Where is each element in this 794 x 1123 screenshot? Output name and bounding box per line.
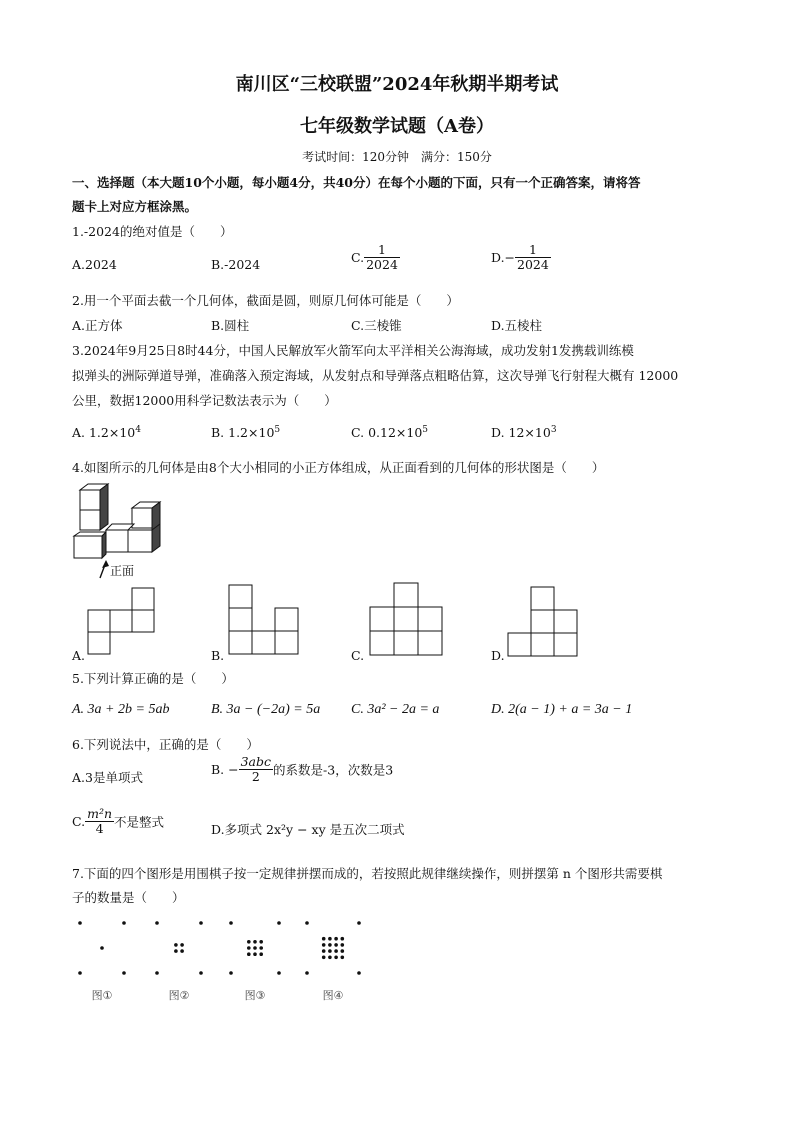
grid-stone bbox=[247, 940, 251, 944]
grid-stone bbox=[100, 946, 104, 950]
corner-stone bbox=[305, 921, 309, 925]
q4-option-a-figure bbox=[86, 585, 158, 660]
corner-stone bbox=[155, 971, 159, 975]
grid-stone bbox=[247, 952, 251, 956]
q2-option-b: B.圆柱 bbox=[211, 318, 250, 333]
grid-stone bbox=[341, 937, 345, 941]
q4-option-a: A. bbox=[72, 648, 86, 663]
q7-line2: 子的数量是（ ） bbox=[72, 890, 185, 905]
corner-stone bbox=[155, 921, 159, 925]
q4-option-b: B. bbox=[211, 648, 225, 663]
q7-pattern-figures bbox=[76, 915, 376, 1010]
grid-stone bbox=[334, 943, 338, 947]
grid-stone bbox=[322, 956, 326, 960]
corner-stone bbox=[305, 971, 309, 975]
corner-stone bbox=[357, 921, 361, 925]
corner-stone bbox=[199, 921, 203, 925]
q6-option-a: A.3是单项式 bbox=[72, 770, 143, 785]
q2-option-c: C.三棱锥 bbox=[351, 318, 402, 333]
grid-stone bbox=[328, 943, 332, 947]
grid-stone bbox=[341, 956, 345, 960]
grid-stone bbox=[328, 956, 332, 960]
grid-stone bbox=[259, 946, 263, 950]
grid-stone bbox=[341, 949, 345, 953]
q6-option-b: B. − $\frac{\text{3abc}}{2}$ 的系数是-3，次数是3 bbox=[211, 754, 394, 784]
grid-stone bbox=[341, 943, 345, 947]
q3-option-a: A. $1.2\times 10^4$ bbox=[72, 425, 141, 441]
grid-stone bbox=[322, 949, 326, 953]
q5-option-c: C. 3a² − 2a = a bbox=[351, 702, 440, 717]
q6-stem: 6.下列说法中，正确的是（ ） bbox=[72, 737, 259, 752]
corner-stone bbox=[229, 971, 233, 975]
q3-option-b: B. $1.2\times 10^5$ bbox=[211, 425, 281, 441]
q1-option-b: B.-2024 bbox=[211, 257, 261, 272]
corner-stone bbox=[122, 921, 126, 925]
q6-option-c: C. $\frac{\text{m²n}}{4}$ 不是整式 bbox=[72, 806, 165, 836]
q3-option-c: C. $0.12\times 10^5$ bbox=[351, 425, 429, 441]
grid-stone bbox=[180, 949, 184, 953]
q5-option-b: B. 3a − (−2a) = 5a bbox=[211, 702, 321, 717]
q4-option-c-figure bbox=[368, 581, 444, 660]
q3-line1: 3.2024年9月25日8时44分，中国人民解放军火箭军向太平洋相关公海海域，成功发射1发携载训练模 bbox=[72, 343, 634, 358]
q4-stem: 4.如图所示的几何体是由8个大小相同的小正方体组成，从正面看到的几何体的形状图是（ ） bbox=[72, 460, 605, 475]
grid-stone bbox=[253, 946, 257, 950]
corner-stone bbox=[78, 971, 82, 975]
grid-stone bbox=[334, 949, 338, 953]
grid-stone bbox=[322, 943, 326, 947]
corner-stone bbox=[229, 921, 233, 925]
q3-option-d: D. $12\times 10^3$ bbox=[491, 425, 557, 441]
corner-stone bbox=[122, 971, 126, 975]
section-heading-line1: 一、选择题（本大题10个小题，每小题4分，共40分）在每个小题的下面，只有一个正确答案，请将答 bbox=[72, 175, 641, 190]
q5-stem: 5.下列计算正确的是（ ） bbox=[72, 671, 234, 686]
fig4-label: 图④ bbox=[322, 989, 344, 1002]
grid-stone bbox=[259, 952, 263, 956]
paper-title: 七年级数学试题（A卷） bbox=[300, 116, 494, 137]
grid-stone bbox=[328, 937, 332, 941]
q3-line2: 拟弹头的洲际弹道导弹，准确落入预定海域，从发射点和导弹落点粗略估算，这次导弹飞行射程大概有 12000 bbox=[72, 368, 679, 383]
front-label: 正面 bbox=[110, 564, 135, 578]
fig2-label: 图② bbox=[168, 989, 190, 1002]
q2-option-d: D.五棱柱 bbox=[491, 318, 543, 333]
grid-stone bbox=[180, 943, 184, 947]
grid-stone bbox=[253, 952, 257, 956]
q2-stem: 2.用一个平面去截一个几何体，截面是圆，则原几何体可能是（ ） bbox=[72, 293, 459, 308]
grid-stone bbox=[174, 943, 178, 947]
q1-stem: 1.-2024的绝对值是（ ） bbox=[72, 224, 233, 239]
q1-option-a: A.2024 bbox=[72, 257, 117, 272]
grid-stone bbox=[328, 949, 332, 953]
fig1-label: 图① bbox=[91, 989, 113, 1002]
q5-option-a: A. 3a + 2b = 5ab bbox=[72, 702, 170, 717]
fig3-label: 图③ bbox=[244, 989, 266, 1002]
corner-stone bbox=[277, 921, 281, 925]
q1-option-d: D.− $\frac{1}{2024}$ bbox=[491, 242, 549, 272]
q2-option-a: A.正方体 bbox=[72, 318, 123, 333]
q4-option-d-figure bbox=[507, 585, 581, 660]
q3-line3: 公里，数据12000用科学记数法表示为（ ） bbox=[72, 393, 337, 408]
corner-stone bbox=[357, 971, 361, 975]
q4-option-c: C. bbox=[351, 648, 365, 663]
q4-solid-figure bbox=[70, 478, 170, 583]
grid-stone bbox=[334, 937, 338, 941]
q4-option-d: D. bbox=[491, 648, 505, 663]
q6-option-d: D.多项式 2x²y − xy 是五次二项式 bbox=[211, 822, 405, 837]
grid-stone bbox=[322, 937, 326, 941]
q7-line1: 7.下面的四个图形是用围棋子按一定规律拼摆而成的，若按照此规律继续操作，则拼摆第 n 个图形共需要棋 bbox=[72, 866, 663, 881]
section-heading-line2: 题卡上对应方框涂黑。 bbox=[72, 199, 198, 214]
grid-stone bbox=[334, 956, 338, 960]
grid-stone bbox=[247, 946, 251, 950]
exam-meta: 考试时间：120分钟 满分：150分 bbox=[302, 150, 492, 164]
q1-option-c: C. $\frac{1}{2024}$ bbox=[351, 242, 398, 272]
grid-stone bbox=[259, 940, 263, 944]
exam-title: 南川区“三校联盟”2024年秋期半期考试 bbox=[235, 74, 559, 95]
q5-option-d: D. 2(a − 1) + a = 3a − 1 bbox=[491, 702, 633, 717]
corner-stone bbox=[199, 971, 203, 975]
q4-option-b-figure bbox=[227, 583, 307, 660]
grid-stone bbox=[253, 940, 257, 944]
corner-stone bbox=[78, 921, 82, 925]
grid-stone bbox=[174, 949, 178, 953]
corner-stone bbox=[277, 971, 281, 975]
